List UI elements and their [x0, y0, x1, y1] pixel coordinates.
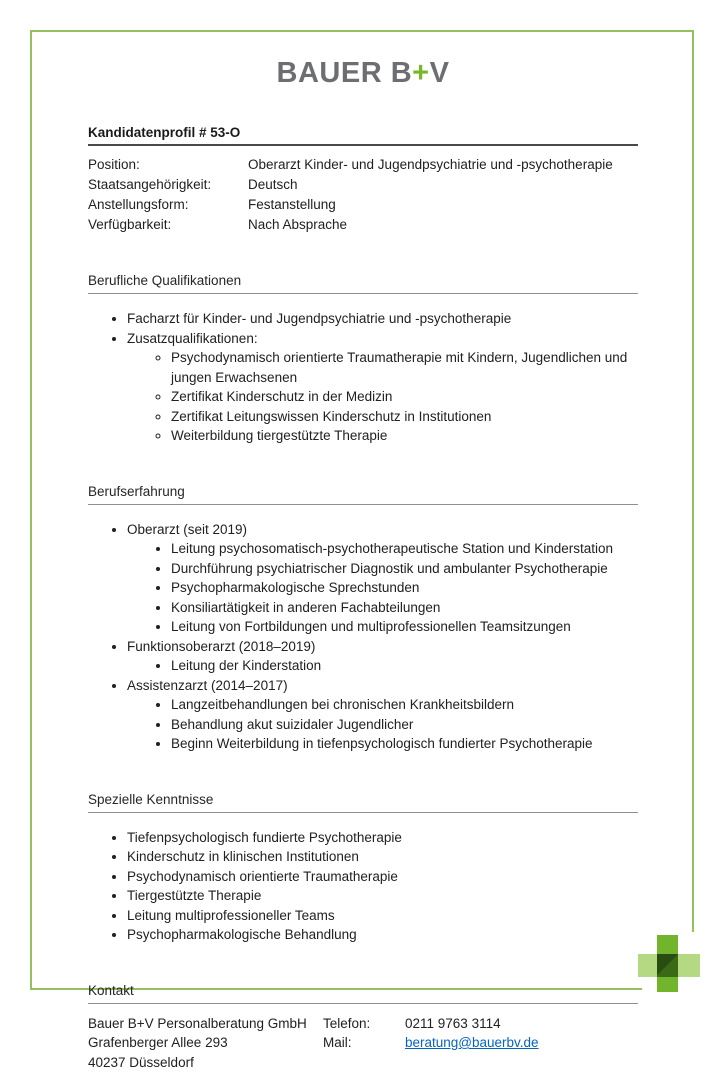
list-item: [127, 329, 638, 446]
list-item-text: Tiefenpsychologisch fundierte Psychotherapie: [127, 830, 402, 845]
field-value: Deutsch: [248, 175, 638, 195]
logo-text-right: V: [430, 57, 450, 89]
section-experience: [88, 484, 638, 754]
contact-company: Bauer B+V Personalberatung GmbH: [88, 1014, 323, 1034]
skills-list: [88, 828, 638, 945]
sub-list-item: • Leitung psychosomatisch-psychotherapeutische Station und Kinderstation: [171, 539, 638, 559]
list-item-text: Psychodynamisch orientierte Traumatherapie: [127, 869, 398, 884]
experience-list: [88, 520, 638, 754]
page-border-right: [692, 30, 694, 932]
list-item: [127, 828, 638, 848]
list-item: [127, 906, 638, 926]
list-item: [127, 867, 638, 887]
section-title: Spezielle Kenntnisse: [88, 792, 638, 813]
list-item-text: Tiergestützte Therapie: [127, 888, 261, 903]
logo-plus-icon: +: [412, 57, 429, 89]
page-title: Kandidatenprofil # 53-O: [88, 125, 638, 146]
list-item: [127, 925, 638, 945]
section-qualifications: [88, 273, 638, 446]
sub-list-item: ◦ Psychodynamisch orientierte Traumatherapie mit Kindern, Jugendlichen und jungen Erwachsenen: [171, 348, 638, 387]
list-item-text: Zusatzqualifikationen:: [127, 331, 258, 346]
sub-list-item: ◦ Weiterbildung tiergestützte Therapie: [171, 426, 638, 446]
section-title: Berufserfahrung: [88, 484, 638, 505]
section-skills: [88, 792, 638, 945]
field-label: Position:: [88, 155, 248, 175]
field-value: Nach Absprache: [248, 215, 638, 235]
sub-list-item: • Konsiliartätigkeit in anderen Fachabteilungen: [171, 598, 638, 618]
cross-overlap: [657, 954, 678, 977]
profile-row: [88, 155, 638, 175]
sub-list-item: • Beginn Weiterbildung in tiefenpsychologisch fundierter Psychotherapie: [171, 734, 638, 754]
page-content: [88, 0, 638, 1072]
list-item-text: Funktionsoberarzt (2018–2019): [127, 639, 315, 654]
list-item: [127, 676, 638, 754]
list-item-text: Assistenzarzt (2014–2017): [127, 678, 288, 693]
field-value: Festanstellung: [248, 195, 638, 215]
sub-list-item: • Durchführung psychiatrischer Diagnostik und ambulanter Psychotherapie: [171, 559, 638, 579]
company-logo: [88, 57, 638, 90]
sub-list-item: • Leitung der Kinderstation: [171, 656, 638, 676]
section-title: Berufliche Qualifikationen: [88, 273, 638, 294]
sub-list-item: • Leitung von Fortbildungen und multiprofessionellen Teamsitzungen: [171, 617, 638, 637]
field-value: Oberarzt Kinder- und Jugendpsychiatrie und -psychotherapie: [248, 155, 638, 175]
list-item: [127, 309, 638, 329]
list-item-text: Leitung multiprofessioneller Teams: [127, 908, 335, 923]
list-item-text: Facharzt für Kinder- und Jugendpsychiatrie und -psychotherapie: [127, 311, 511, 326]
list-item: [127, 637, 638, 676]
list-item-text: Kinderschutz in klinischen Institutionen: [127, 849, 359, 864]
profile-table: [88, 155, 638, 235]
sub-list-item: • Behandlung akut suizidaler Jugendlicher: [171, 715, 638, 735]
sub-list: [127, 656, 638, 676]
list-item-text: Oberarzt (seit 2019): [127, 522, 247, 537]
profile-row: [88, 215, 638, 235]
contact-city: 40237 Düsseldorf: [88, 1053, 323, 1072]
sub-list-item: • Langzeitbehandlungen bei chronischen Krankheitsbildern: [171, 695, 638, 715]
section-title: Kontakt: [88, 983, 638, 1004]
contact-mail-row: [323, 1033, 539, 1053]
sub-list-item: ◦ Zertifikat Kinderschutz in der Medizin: [171, 387, 638, 407]
email-link[interactable]: beratung@bauerbv.de: [405, 1033, 539, 1053]
profile-row: [88, 175, 638, 195]
sub-list-item: • Psychopharmakologische Sprechstunden: [171, 578, 638, 598]
page-border-left: [30, 30, 32, 990]
phone-label: Telefon:: [323, 1014, 405, 1034]
contact-address: [88, 1014, 323, 1072]
field-label: Anstellungsform:: [88, 195, 248, 215]
mail-label: Mail:: [323, 1033, 405, 1053]
list-item: [127, 847, 638, 867]
logo-text-left: BAUER B: [277, 57, 413, 89]
field-label: Verfügbarkeit:: [88, 215, 248, 235]
sub-list-item: ◦ Zertifikat Leitungswissen Kinderschutz in Institutionen: [171, 407, 638, 427]
contact-body: [88, 1014, 638, 1072]
profile-row: [88, 195, 638, 215]
list-item-text: Psychopharmakologische Behandlung: [127, 927, 357, 942]
section-contact: [88, 983, 638, 1072]
contact-street: Grafenberger Allee 293: [88, 1033, 323, 1053]
field-label: Staatsangehörigkeit:: [88, 175, 248, 195]
sub-list: [127, 539, 638, 637]
sub-list: [127, 695, 638, 754]
cross-logo-icon: [638, 935, 700, 992]
phone-value: 0211 9763 3114: [405, 1014, 501, 1034]
qualifications-list: [88, 309, 638, 446]
contact-details: [323, 1014, 539, 1072]
contact-phone-row: [323, 1014, 539, 1034]
list-item: [127, 886, 638, 906]
list-item: [127, 520, 638, 637]
sub-list: [127, 348, 638, 446]
